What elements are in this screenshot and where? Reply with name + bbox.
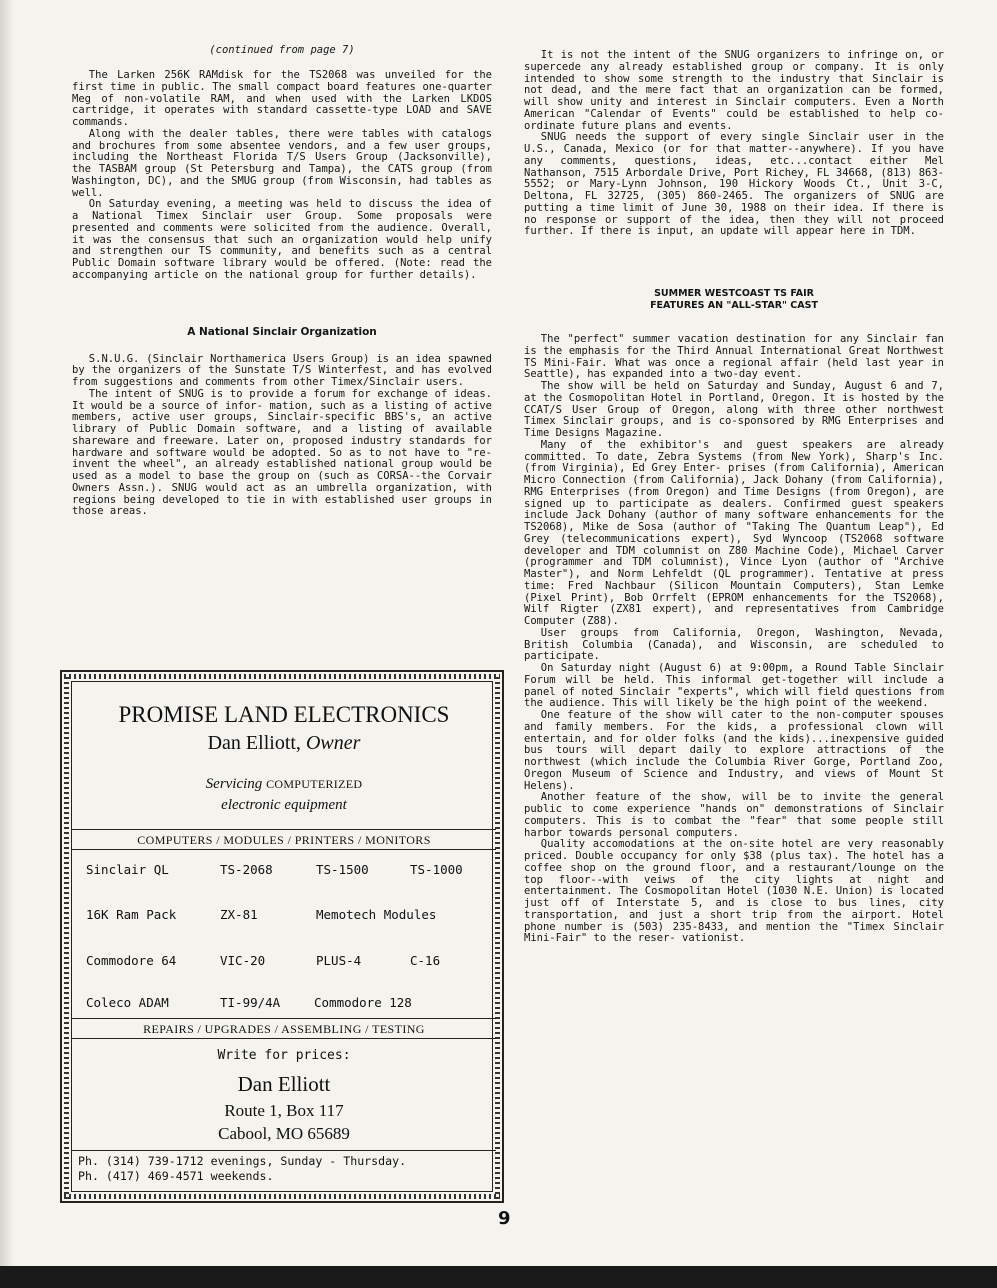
paragraph: Many of the exhibitor's and guest speakers are already committed. To date, Zebra Systems (from New York), Sharp's Inc. (from Virginia), Ed Grey Enter- prises (from California), American Micro Connection (from California), Jack Dohany (from California), RMG Enterprises (from Oregon) and Time Designs (from Oregon), are signed up to participate as dealers. Confirmed guest speakers include Jack Dohany (author of many software enhancements for the TS2068), Mike de Sosa (author of "Taking The Quantum Leap"), Ed Grey (telecommunications expert), Syd Wyncoop (TS2068 software developer and TDM columnist on Z80 Machine Code), Michael Carver (programmer and TDM columnist), Vince Lyon (author of "Archive Master"), and Norm Lehfeldt (QL programmer). Tentative at press time: Fred Nachbaur (Silicon Mountain Computers), Stan Lemke (Pixel Print), Bob Orrfelt (EPROM enhancements for the TS2068), Wilf Rigter (ZX81 expert), and representatives from Cambridge Computer (Z88). bbox=[524, 438, 944, 627]
paragraph: On Saturday night (August 6) at 9:00pm, a Round Table Sinclair Forum will be held. This informal get-together will include a panel of noted Sinclair "experts", which will field questions from the audience. This will likely be the high point of the weekend. bbox=[524, 662, 944, 710]
phone-line: Ph. (314) 739-1712 evenings, Sunday - Thursday. bbox=[78, 1154, 407, 1168]
paragraph: The intent of SNUG is to provide a forum for exchange of ideas. It would be a source of infor- mation, such as a listing of active members, active user groups, Sinclair-specific BBS's, an active library of Public Domain software, and a listing of available shareware and freeware. Later on, proposed industry standards for hardware and software would be adopted. So as to not have to "re-invent the wheel", an already established national group would be used as a model to base the group on (such as CORSA--the Corvair Owners Assn.). SNUG would act as an umbrella organization, with regions being developed to tie in with established user groups in those areas. bbox=[72, 387, 492, 518]
product-item: Commodore 64 bbox=[86, 953, 177, 968]
divider bbox=[72, 1018, 496, 1019]
product-item: VIC-20 bbox=[220, 953, 266, 968]
border-pattern bbox=[64, 1194, 500, 1199]
paragraph: S.N.U.G. (Sinclair Northamerica Users Group) is an idea spawned by the organizers of the Sunstate T/S Winterfest, and has evolved from suggestions and comments from other Timex/Sinclair users. bbox=[72, 352, 492, 388]
advertisement-box bbox=[60, 670, 504, 1203]
product-item: Sinclair QL bbox=[86, 862, 169, 877]
product-item: TS-2068 bbox=[220, 862, 273, 877]
computerized-word: COMPUTERIZED bbox=[266, 777, 363, 791]
continued-note: (continued from page 7) bbox=[209, 44, 355, 56]
product-item: TI-99/4A bbox=[220, 995, 281, 1010]
product-item: ZX-81 bbox=[220, 907, 258, 922]
advertisement-inner bbox=[71, 681, 493, 1192]
binding-shadow bbox=[0, 0, 14, 1288]
paragraph: On Saturday evening, a meeting was held to discuss the idea of a National Timex Sinclair user Group. Some proposals were presented and comments were solicited from the audience. Overall, it was the consensus that such an organization would help unify and strengthen our TS community, and benefits such as a central Public Domain software library would be offered. (Note: read the accompanying article on the national group for further details). bbox=[72, 198, 492, 281]
contact-name: Dan Elliott bbox=[237, 1072, 331, 1096]
heading-line: SUMMER WESTCOAST TS FAIR bbox=[654, 288, 814, 299]
servicing-line bbox=[72, 774, 496, 794]
right-column bbox=[524, 50, 944, 945]
phone-line: Ph. (417) 469-4571 weekends. bbox=[78, 1169, 274, 1183]
product-item: TS-1500 bbox=[316, 862, 369, 877]
paragraph: One feature of the show will cater to the non-computer spouses and family members. For the kids, a professional clown will entertain, and for older folks (and the kids)...inexpensive guided bus tours will depart daily to explore attractions of the northwest (which include the Columbia River Gorge, Portland Zoo, Oregon Museum of Science and Industry, and views of Mount St Helens). bbox=[524, 709, 944, 792]
product-item: PLUS-4 bbox=[316, 953, 362, 968]
divider bbox=[72, 829, 496, 830]
section-heading: A National Sinclair Organization bbox=[187, 325, 377, 338]
categories-band: COMPUTERS / MODULES / PRINTERS / MONITORS bbox=[137, 833, 431, 847]
owner-line bbox=[72, 732, 496, 755]
paragraph: Quality accomodations at the on-site hotel are very reasonably priced. Double occupancy for only $38 (plus tax). The hotel has a coffee shop on the ground floor, and a restaurant/lounge on the top floor--with veiws of the city lights at night and entertainment. The Cosmopolitan Hotel (1030 N.E. Union) is located just off of Interstate 5, and is close to bus lines, city transportation, and just a short trip from the airport. Hotel phone number is (503) 235-8433, and mention the "Timex Sinclair Mini-Fair" to the reser- vationist. bbox=[524, 838, 944, 945]
product-item: Commodore 128 bbox=[314, 995, 412, 1010]
paragraph: The "perfect" summer vacation destination for any Sinclair fan is the emphasis for the Third Annual International Great Northwest TS Mini-Fair. What was once a regional affair (held last year in Seattle), has expanded into a two-day event. bbox=[524, 333, 944, 381]
left-column bbox=[72, 44, 492, 518]
owner-title: Owner bbox=[305, 732, 361, 754]
services-band: REPAIRS / UPGRADES / ASSEMBLING / TESTING bbox=[143, 1022, 425, 1036]
product-item: C-16 bbox=[410, 953, 441, 968]
section-heading bbox=[524, 288, 944, 312]
border-pattern bbox=[64, 674, 69, 1199]
paragraph: The show will be held on Saturday and Sunday, August 6 and 7, at the Cosmopolitan Hotel in Portland, Oregon. It is hosted by the CCAT/S User Group of Oregon, along with three other northwest Timex Sinclair groups, and is co-sponsored by RMG Enterprises and Time Designs Magazine. bbox=[524, 380, 944, 439]
divider bbox=[72, 1038, 496, 1039]
scan-edge bbox=[0, 1266, 997, 1288]
product-item: Memotech Modules bbox=[316, 907, 437, 922]
owner-name: Dan Elliott, bbox=[207, 732, 301, 754]
product-item: TS-1000 bbox=[410, 862, 463, 877]
heading-line: FEATURES AN "ALL-STAR" CAST bbox=[650, 300, 818, 311]
address-line: Route 1, Box 117 bbox=[224, 1101, 344, 1120]
servicing-word: Servicing bbox=[205, 776, 263, 792]
border-pattern bbox=[64, 674, 500, 679]
divider bbox=[72, 849, 496, 850]
write-for-prices: Write for prices: bbox=[217, 1048, 351, 1063]
paragraph: Another feature of the show, will be to invite the general public to come experience "hands on" demonstrations of Sinclair computers. This is to combat the "fear" that some people still harbor towards personal computers. bbox=[524, 791, 944, 839]
address-line: Cabool, MO 65689 bbox=[218, 1124, 350, 1143]
page-number: 9 bbox=[498, 1208, 511, 1229]
product-item: 16K Ram Pack bbox=[86, 907, 177, 922]
company-name: PROMISE LAND ELECTRONICS bbox=[118, 702, 450, 727]
paragraph: User groups from California, Oregon, Washington, Nevada, British Columbia (Canada), and Wisconsin, are scheduled to participate. bbox=[524, 626, 944, 663]
divider bbox=[72, 1150, 496, 1151]
product-item: Coleco ADAM bbox=[86, 995, 169, 1010]
paragraph: The Larken 256K RAMdisk for the TS2068 was unveiled for the first time in public. The small compact board features one-quarter Meg of non-volatile RAM, and when used with the Larken LKDOS cartridge, it operates with standard cassette-type LOAD and SAVE commands. bbox=[72, 69, 492, 128]
paragraph: SNUG needs the support of every single Sinclair user in the U.S., Canada, Mexico (or for that matter--anywhere). If you have any comments, questions, ideas, etc...contact either Mel Nathanson, 7515 Arbordale Drive, Port Richey, FL 34668, (813) 863-5552; or Mary-Lynn Johnson, 190 Hickory Woods Ct., Unit 3-C, Deltona, FL 32725, (305) 860-2465. The organizers of SNUG are putting a time limit of June 30, 1988 on their idea. If there is no response or support of the idea, then they will not proceed further. If there is input, an update will appear here in TDM. bbox=[524, 131, 944, 238]
paragraph: Along with the dealer tables, there were tables with catalogs and brochures from some absentee vendors, and a few user groups, including the Northeast Florida T/S Users Group (Jacksonville), the TASBAM group (St Petersburg and Tampa), the CATS group (from Washington, DC), and the SMUG group (from Wisconsin, had tables as well. bbox=[72, 127, 492, 199]
electronic-line: electronic equipment bbox=[221, 797, 347, 813]
paragraph: It is not the intent of the SNUG organizers to infringe on, or supercede any already established group or company. It is only intended to show some strength to the industry that Sinclair is not dead, and the mere fact that an organization can be formed, will show unity and interest in Sinclair computers. Even a North American "Calendar of Events" could be established to help co-ordinate future plans and events. bbox=[524, 49, 944, 132]
